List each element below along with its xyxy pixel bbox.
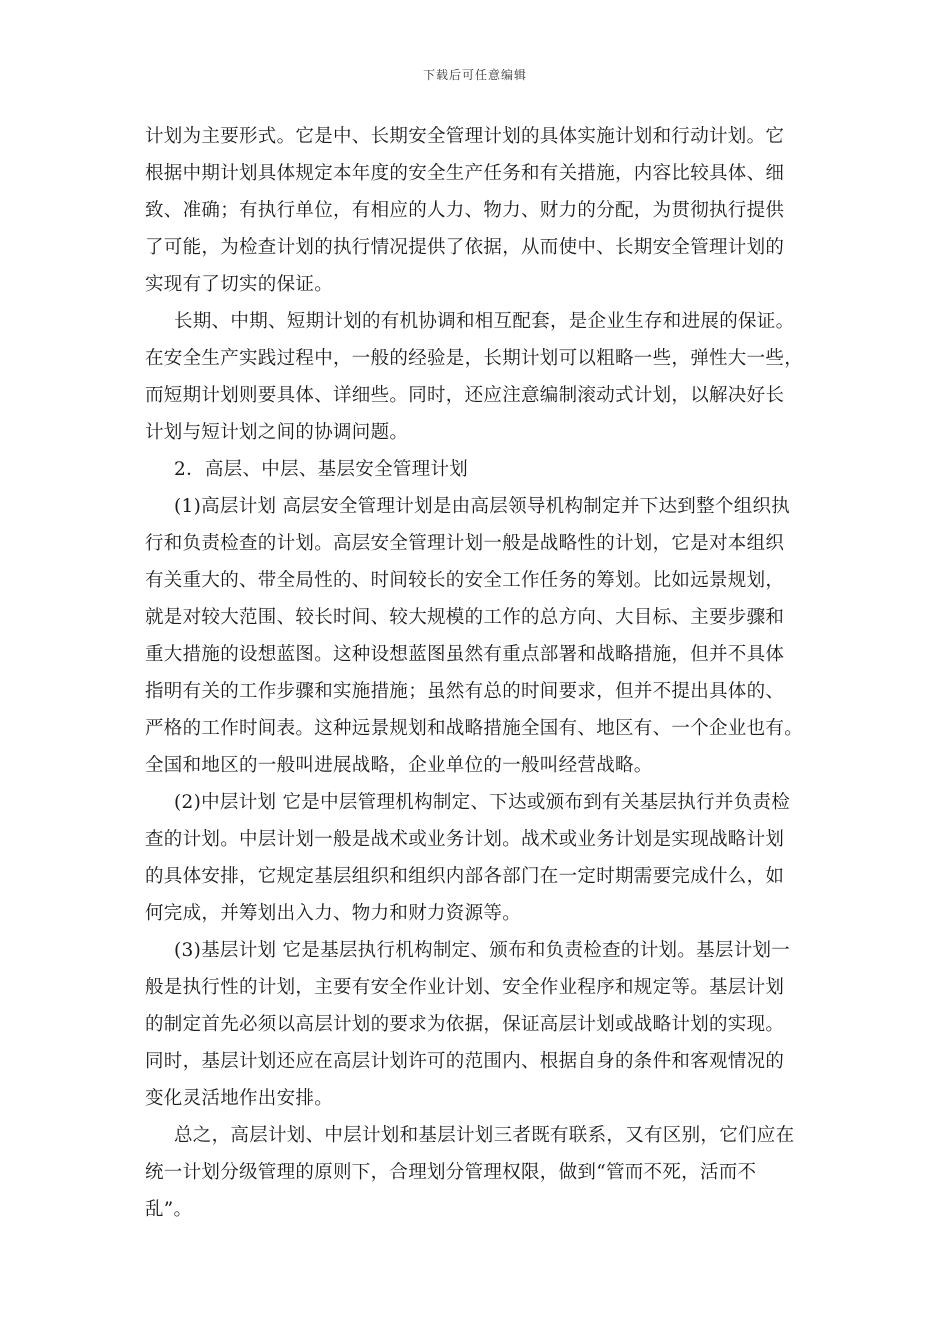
section-heading: 2．高层、中层、基层安全管理计划 — [174, 459, 469, 480]
text-line: 了可能，为检查计划的执行情况提供了依据，从而使中、长期安全管理计划的 — [145, 237, 785, 258]
paragraph-first-line: (1)高层计划 高层安全管理计划是由高层领导机构制定并下达到整个组织执 — [174, 496, 791, 517]
text-line: 变化灵活地作出安排。 — [145, 1088, 334, 1109]
text-line: 计划与短计划之间的协调问题。 — [145, 422, 409, 443]
text-line: 计划为主要形式。它是中、长期安全管理计划的具体实施计划和行动计划。它 — [145, 126, 785, 147]
text-line: 何完成，并筹划出入力、物力和财力资源等。 — [145, 903, 522, 924]
text-line: 而短期计划则要具体、详细些。同时，还应注意编制滚动式计划，以解决好长 — [145, 385, 785, 406]
document-body — [145, 118, 825, 1228]
paragraph-first-line: 总之，高层计划、中层计划和基层计划三者既有联系，又有区别，它们应在 — [174, 1125, 795, 1146]
text-line: 查的计划。中层计划一般是战术或业务计划。战术或业务计划是实现战略计划 — [145, 829, 785, 850]
text-line: 的具体安排，它规定基层组织和组织内部各部门在一定时期需要完成什么，如 — [145, 866, 785, 887]
paragraph-first-line: 长期、中期、短期计划的有机协调和相互配套，是企业生存和进展的保证。 — [174, 311, 795, 332]
text-line: 致、准确；有执行单位，有相应的人力、物力、财力的分配，为贯彻执行提供 — [145, 200, 785, 221]
text-line: 实现有了切实的保证。 — [145, 274, 334, 295]
paragraph-first-line: (3)基层计划 它是基层执行机构制定、颁布和负责检查的计划。基层计划一 — [174, 940, 791, 961]
paragraph-first-line: (2)中层计划 它是中层管理机构制定、下达或颁布到有关基层执行并负责检 — [174, 792, 791, 813]
text-line: 根据中期计划具体规定本年度的安全生产任务和有关措施，内容比较具体、细 — [145, 163, 785, 184]
text-line: 的制定首先必须以高层计划的要求为依据，保证高层计划或战略计划的实现。 — [145, 1014, 785, 1035]
text-line: 乱”。 — [145, 1199, 193, 1220]
text-line: 重大措施的设想蓝图。这种设想蓝图虽然有重点部署和战略措施，但并不具体 — [145, 644, 785, 665]
text-line: 就是对较大范围、较长时间、较大规模的工作的总方向、大目标、主要步骤和 — [145, 607, 785, 628]
text-line: 有关重大的、带全局性的、时间较长的安全工作任务的筹划。比如远景规划， — [145, 570, 785, 591]
text-line: 般是执行性的计划，主要有安全作业计划、安全作业程序和规定等。基层计划 — [145, 977, 785, 998]
text-line: 统一计划分级管理的原则下，合理划分管理权限，做到“管而不死，活而不 — [145, 1162, 757, 1183]
text-line: 在安全生产实践过程中，一般的经验是，长期计划可以粗略一些，弹性大一些， — [145, 348, 804, 369]
text-line: 严格的工作时间表。这种远景规划和战略措施全国有、地区有、一个企业也有。 — [145, 718, 804, 739]
text-line: 全国和地区的一般叫进展战略，企业单位的一般叫经营战略。 — [145, 755, 653, 776]
text-line: 同时，基层计划还应在高层计划许可的范围内、根据自身的条件和客观情况的 — [145, 1051, 785, 1072]
text-line: 指明有关的工作步骤和实施措施；虽然有总的时间要求，但并不提出具体的、 — [145, 681, 785, 702]
page-header: 下载后可任意编辑 — [422, 68, 527, 82]
text-line: 行和负责检查的计划。高层安全管理计划一般是战略性的计划，它是对本组织 — [145, 533, 785, 554]
